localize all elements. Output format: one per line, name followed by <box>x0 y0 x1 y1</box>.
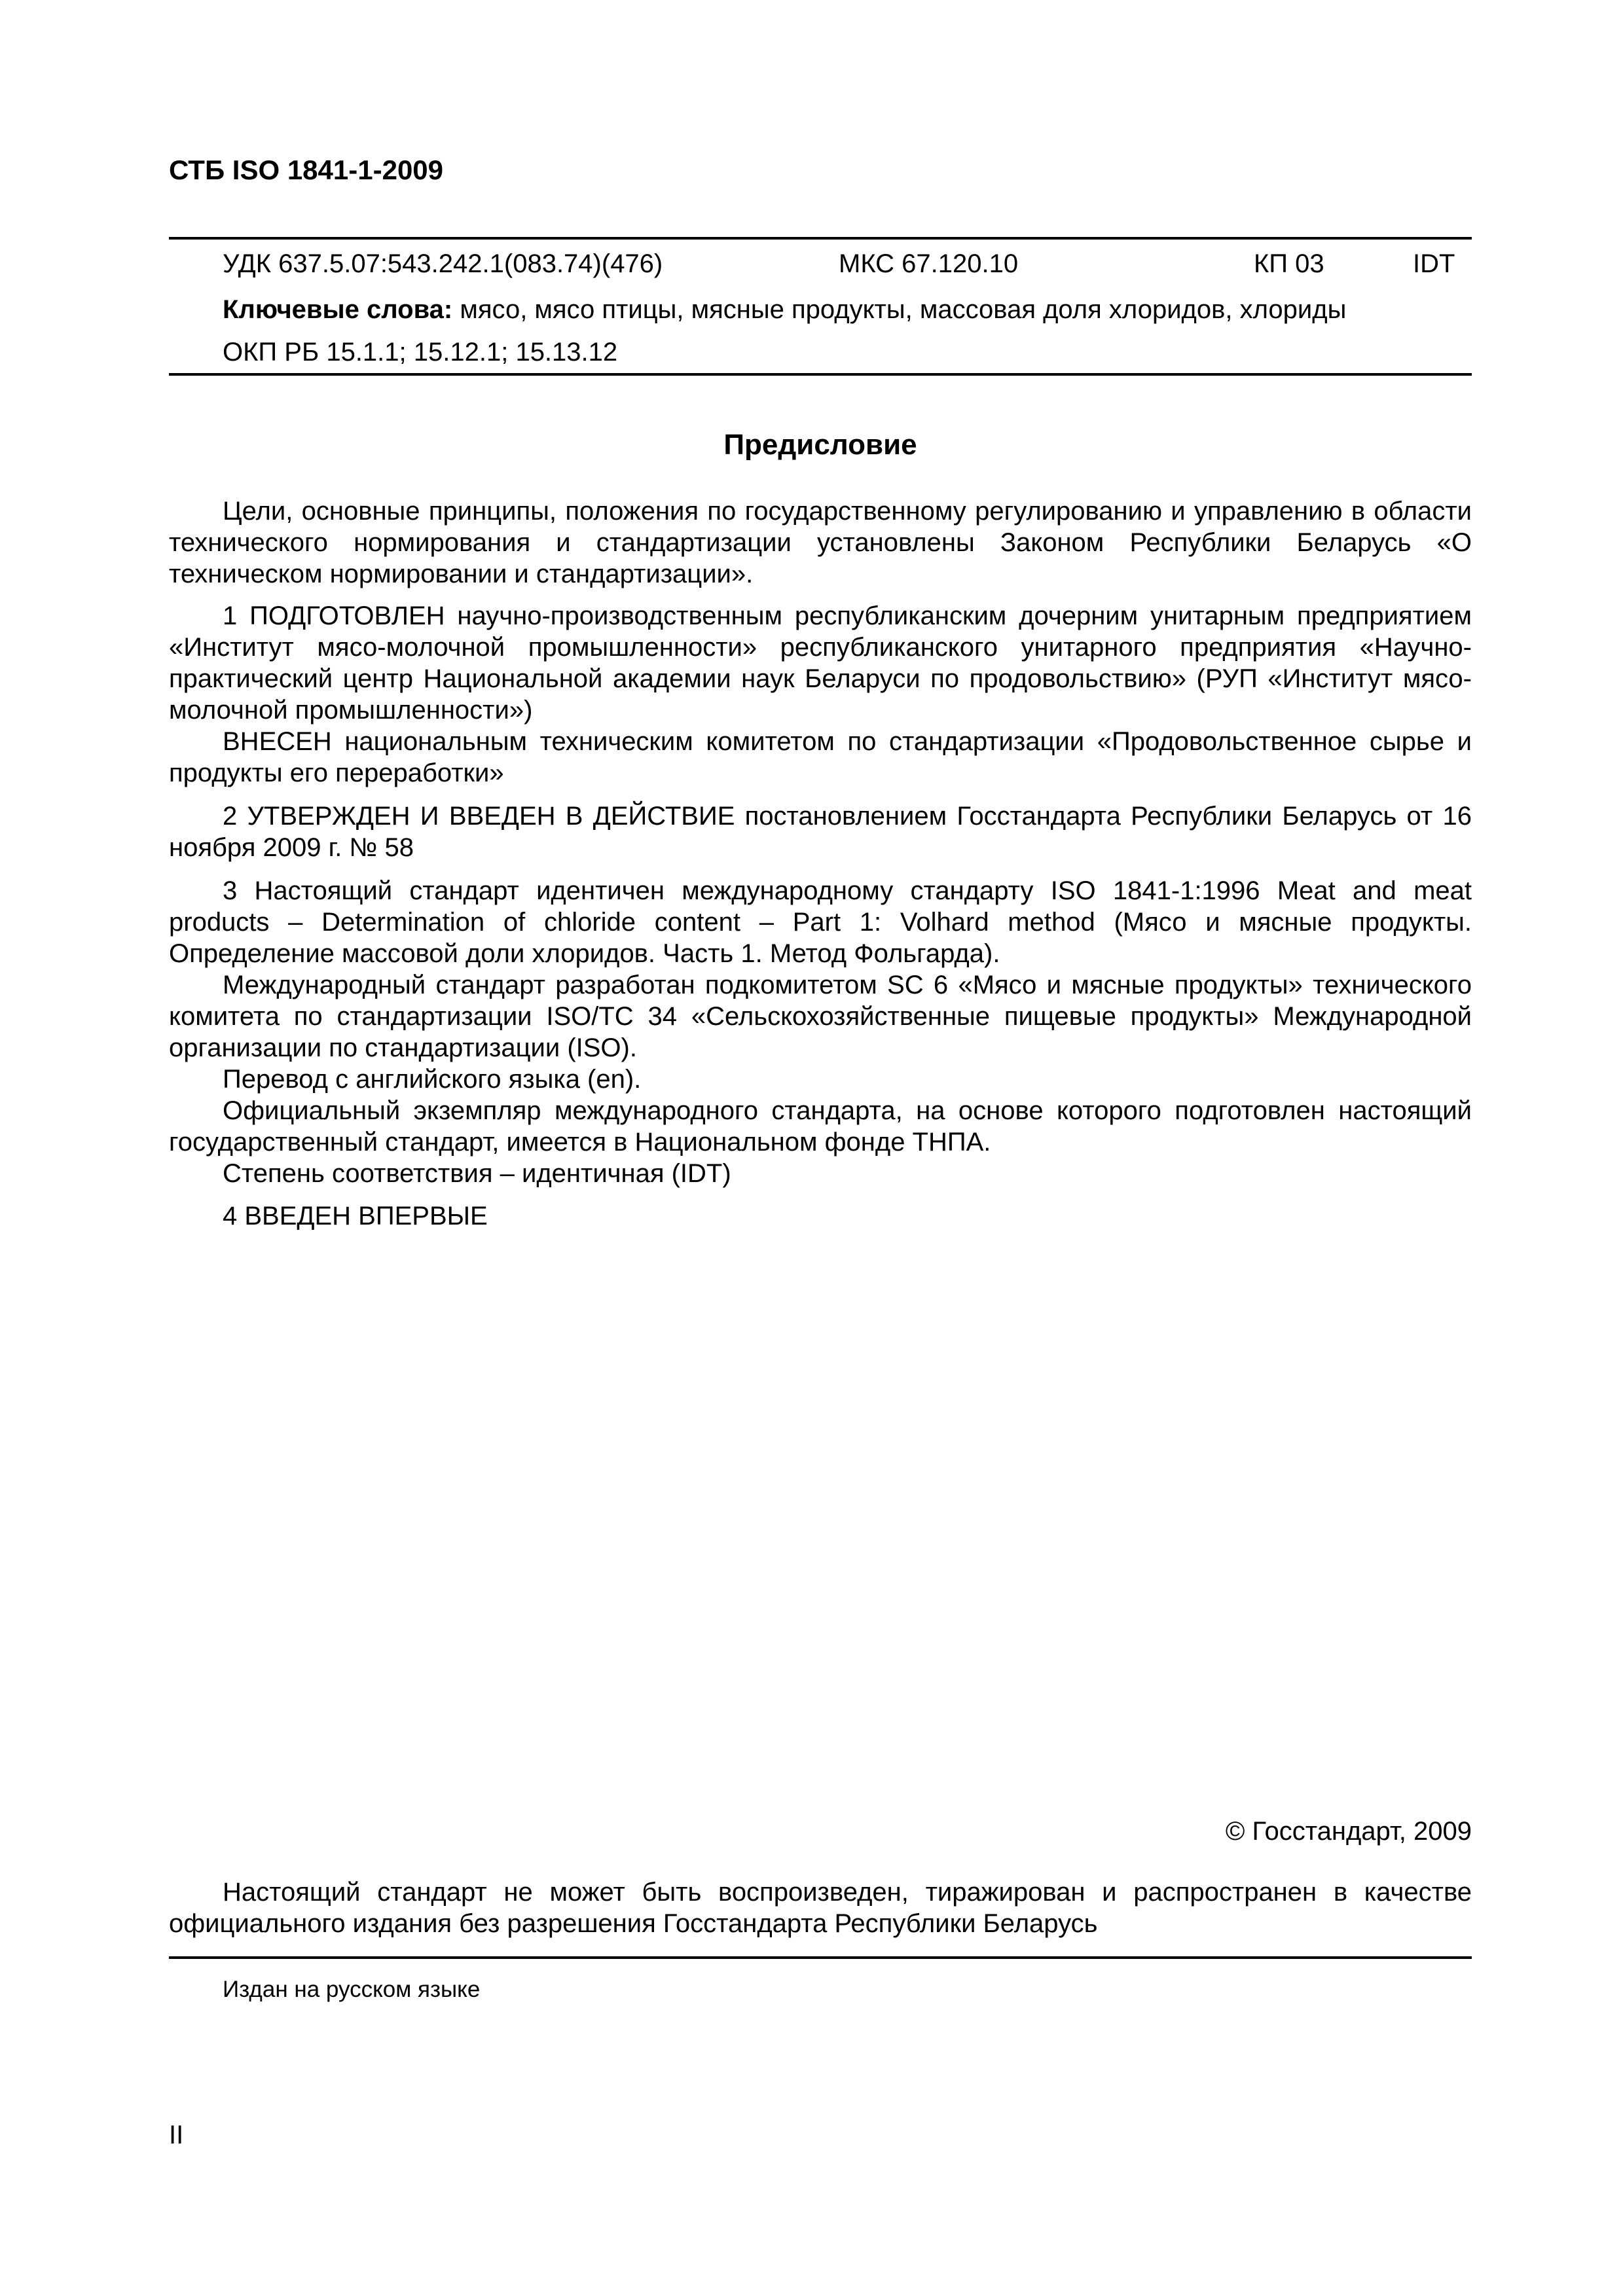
divider-meta <box>169 373 1472 376</box>
published-language: Издан на русском языке <box>223 1977 481 2002</box>
preface-item-3-degree: Степень соответствия – идентичная (IDT) <box>223 1159 731 1188</box>
keywords-line <box>223 295 1346 325</box>
preface-intro: Цели, основные принципы, положения по государственному регулированию и управлению в области технического нормирования и стандартизации установлены Законом Республики Беларусь «О техническом нормировании и стандартизации». <box>169 497 1472 588</box>
preface-item-1-submitted: ВНЕСЕН национальным техническим комитетом по стандартизации «Продовольственное сырье и продукты его переработки» <box>169 727 1472 787</box>
preface-item-4: 4 ВВЕДЕН ВПЕРВЫЕ <box>223 1202 488 1230</box>
preface-item-2: 2 УТВЕРЖДЕН И ВВЕДЕН В ДЕЙСТВИЕ постановлением Госстандарта Республики Беларусь от 16 ноября 2009 г. № 58 <box>169 802 1472 862</box>
copyright-notice: © Госстандарт, 2009 <box>1225 1817 1472 1846</box>
page-number: II <box>169 2121 184 2149</box>
keywords-label: Ключевые слова: <box>223 295 453 324</box>
preface-item-3-official-copy: Официальный экземпляр международного стандарта, на основе которого подготовлен настоящий государственный стандарт, имеется в Национальном фонде ТНПА. <box>169 1096 1472 1157</box>
idt-code: IDT <box>1413 249 1455 278</box>
reproduction-notice: Настоящий стандарт не может быть воспроизведен, тиражирован и распространен в качестве официального издания без разрешения Госстандарта Республики Беларусь <box>169 1878 1472 1938</box>
preface-title: Предисловие <box>723 429 917 461</box>
udk-code: УДК 637.5.07:543.242.1(083.74)(476) <box>223 249 663 278</box>
preface-item-3-origin: Международный стандарт разработан подкомитетом SC 6 «Мясо и мясные продукты» технического комитета по стандартизации ISO/TC 34 «Сельскохозяйственные пищевые продукты» Международной организации по стандартизации (ISO). <box>169 971 1472 1062</box>
preface-item-1: 1 ПОДГОТОВЛЕН научно-производственным республиканским дочерним унитарным предприятием «Институт мясо-молочной промышленности» республиканского унитарного предприятия «Научно-практический центр Национальной академии наук Беларуси по продовольствию» (РУП «Институт мясо-молочной промышленности») <box>169 601 1472 725</box>
document-code: СТБ ISO 1841-1-2009 <box>169 154 444 185</box>
divider-bottom <box>169 1956 1472 1959</box>
kp-code: КП 03 <box>1254 249 1324 278</box>
preface-item-3-translation: Перевод с английского языка (en). <box>223 1065 642 1094</box>
mks-code: МКС 67.120.10 <box>839 249 1019 278</box>
divider-top <box>169 237 1472 240</box>
okp-code: ОКП РБ 15.1.1; 15.12.1; 15.13.12 <box>223 338 618 367</box>
keywords-value: мясо, мясо птицы, мясные продукты, массовая доля хлоридов, хлориды <box>452 295 1347 324</box>
preface-item-3: 3 Настоящий стандарт идентичен международному стандарту ISO 1841-1:1996 Meat and meat products – Determination of chloride content – Part 1: Volhard method (Мясо и мясные продукты. Определение массовой доли хлоридов. Часть 1. Метод Фольгарда). <box>169 876 1472 968</box>
